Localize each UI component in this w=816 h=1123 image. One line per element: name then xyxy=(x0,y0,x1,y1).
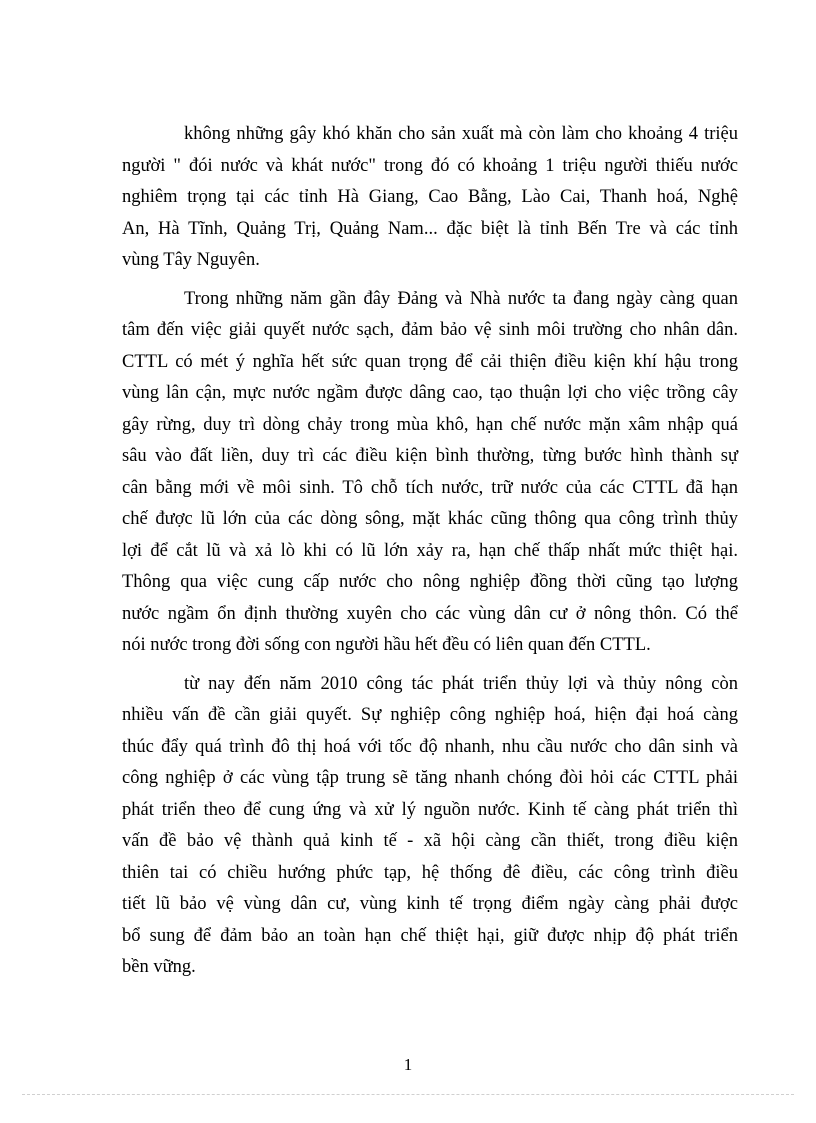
text-line: bổ sung để đảm bảo an toàn hạn chế thiệt hại, giữ được nhịp độ phát triển xyxy=(122,925,738,946)
text-line: vấn đề bảo vệ thành quả kinh tế - xã hội càng cần thiết, trong điều kiện xyxy=(122,831,738,851)
text-line: lợi để cắt lũ và xả lò khi có lũ lớn xảy ra, hạn chế thấp nhất mức thiệt hại. xyxy=(122,540,738,561)
text-line: nghiêm trọng tại các tỉnh Hà Giang, Cao Bằng, Lào Cai, Thanh hoá, Nghệ xyxy=(122,187,738,207)
paragraph-spacer xyxy=(122,662,738,669)
text-line: tâm đến việc giải quyết nước sạch, đảm bảo vệ sinh môi trường cho nhân dân. xyxy=(122,320,738,340)
text-line: thiên tai có chiều hướng phức tạp, hệ thống đê điều, các công trình điều xyxy=(122,862,738,883)
text-line: không những gây khó khăn cho sản xuất mà còn làm cho khoảng 4 triệu xyxy=(184,124,738,144)
text-line: người " đói nước và khát nước" trong đó có khoảng 1 triệu người thiếu nước xyxy=(122,155,738,176)
paragraph xyxy=(122,119,738,277)
paragraph xyxy=(122,669,738,984)
text-line: nước ngầm ổn định thường xuyên cho các vùng dân cư ở nông thôn. Có thể xyxy=(122,603,738,624)
page-bottom-divider xyxy=(22,1094,794,1095)
text-line: Trong những năm gần đây Đảng và Nhà nước ta đang ngày càng quan xyxy=(184,288,738,309)
text-line: vùng Tây Nguyên. xyxy=(122,250,260,270)
text-line: nhiều vấn đề cần giải quyết. Sự nghiệp công nghiệp hoá, hiện đại hoá càng xyxy=(122,705,738,725)
text-line: Thông qua việc cung cấp nước cho nông nghiệp đồng thời cũng tạo lượng xyxy=(122,572,738,592)
text-line: An, Hà Tĩnh, Quảng Trị, Quảng Nam... đặc biệt là tỉnh Bến Tre và các tỉnh xyxy=(122,218,738,239)
paragraph xyxy=(122,284,738,662)
paragraph-spacer xyxy=(122,277,738,284)
text-line: sâu vào đất liền, duy trì các điều kiện bình thường, từng bước hình thành sự xyxy=(122,446,738,466)
text-line: phát triển theo để cung ứng và xử lý nguồn nước. Kinh tế càng phát triển thì xyxy=(122,799,738,820)
text-line: bền vững. xyxy=(122,957,196,977)
text-line: công nghiệp ở các vùng tập trung sẽ tăng nhanh chóng đòi hỏi các CTTL phải xyxy=(122,768,738,788)
text-line: nói nước trong đời sống con người hầu hết đều có liên quan đến CTTL. xyxy=(122,635,651,655)
text-line: gây rừng, duy trì dòng chảy trong mùa khô, hạn chế nước mặn xâm nhập quá xyxy=(122,414,738,435)
text-line: thúc đẩy quá trình đô thị hoá với tốc độ nhanh, nhu cầu nước cho dân sinh và xyxy=(122,736,738,757)
body-text xyxy=(122,119,738,984)
text-line: chế được lũ lớn của các dòng sông, mặt khác cũng thông qua công trình thủy xyxy=(122,509,738,529)
page-number: 1 xyxy=(403,1055,413,1074)
text-line: từ nay đến năm 2010 công tác phát triển thủy lợi và thủy nông còn xyxy=(184,673,738,694)
text-line: tiết lũ bảo vệ vùng dân cư, vùng kinh tế trọng điểm ngày càng phải được xyxy=(122,894,738,914)
text-line: vùng lân cận, mực nước ngầm được dâng cao, tạo thuận lợi cho việc trồng cây xyxy=(122,383,738,403)
text-line: CTTL có mét ý nghĩa hết sức quan trọng để cải thiện điều kiện khí hậu trong xyxy=(122,351,738,372)
text-line: cân bằng mới về môi sinh. Tô chỗ tích nước, trữ nước của các CTTL đã hạn xyxy=(122,477,738,498)
